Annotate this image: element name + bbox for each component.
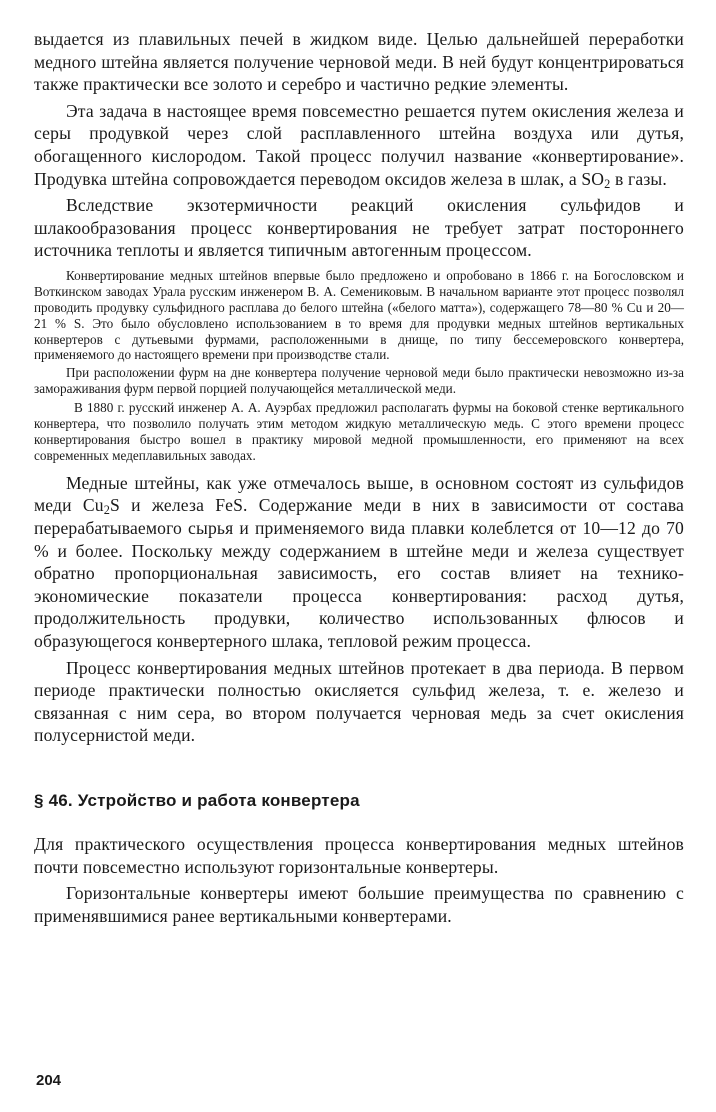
- paragraph-4-text: Медные штейны, как уже отмечалось выше, в основном состоят из сульфидов меди Cu: [34, 472, 684, 516]
- section-heading: § 46. Устройство и работа конвертера: [34, 790, 360, 810]
- paragraph-7: Горизонтальные конвертеры имеют большие преимущества по сравнению с применявшимися ранее вертикальными конвертерами.: [34, 883, 684, 926]
- paragraph-2-end: в газы.: [610, 168, 667, 189]
- paragraph-2-text: Эта задача в настоящее время повсеместно решается путем окисления железа и серы продувкой через слой расплавленного штейна воздуха или дутья, обогащенного кислородом. Такой процесс получил название «конвертирование». Продувка штейна сопровождается переводом оксидов железа в шлак, а SO: [34, 100, 684, 189]
- page-body: [34, 28, 684, 927]
- paragraph-4-end: S и железа FeS. Содержание меди в них в зависимости от состава перерабатываемого сырья и применяемого вида плавки колеблется от 10—12 до 70 % и более. Поскольку между содержанием в штейне меди и железа существует обратно пропорциональная зависимость, его состав влияет на технико-экономические показатели процесса конвертирования: расход дутья, продолжительность продувки, количество использованных флюсов и образующегося конвертерного шлака, тепловой режим процесса.: [34, 495, 684, 651]
- page-number: 204: [36, 1072, 62, 1089]
- paragraph-2: [34, 100, 684, 190]
- paragraph-1: выдается из плавильных печей в жидком виде. Целью дальнейшей переработки медного штейна является получение черновой меди. В ней будут концентрироваться также практически все золото и серебро и частично редкие элементы.: [34, 29, 684, 95]
- paragraph-4: [34, 472, 684, 653]
- paragraph-6: Для практического осуществления процесса конвертирования медных штейнов почти повсеместно используют горизонтальные конвертеры.: [34, 833, 684, 877]
- paragraph-3: Вследствие экзотермичности реакций окисления сульфидов и шлакообразования процесс конвертирования не требует затрат постороннего источника теплоты и является типичным автогенным процессом.: [34, 195, 684, 261]
- small-print-note-3: В 1880 г. русский инженер А. А. Ауэрбах предложил располагать фурмы на боковой стенке вертикального конвертера, что позволило получать этим методом жидкую металлическую медь. С этого времени процесс конвертирования быстро вошел в практику мировой медной промышленности, его применяют на всех современных медеплавильных заводах.: [34, 400, 684, 463]
- paragraph-2-subscript: 2: [604, 176, 611, 191]
- small-print-note-2: При расположении фурм на дне конвертера получение черновой меди было практически невозможно из-за замораживания фурм первой порцией получающейся металлической меди.: [34, 365, 684, 397]
- paragraph-5: Процесс конвертирования медных штейнов протекает в два периода. В первом периоде практически полностью окисляется сульфид железа, т. е. железо и связанная с ним сера, во втором получается черновая медь за счет окисления полусернистой меди.: [34, 657, 684, 746]
- paragraph-4-subscript: 2: [103, 503, 110, 518]
- small-print-note-1: Конвертирование медных штейнов впервые было предложено и опробовано в 1866 г. на Богословском и Воткинском заводах Урала русским инженером В. А. Семениковым. В начальном варианте этот процесс позволял проводить продувку сульфидного расплава до белого штейна («белого матта»), содержащего 78—80 % Cu и 20—21 % S. Это было обусловлено использованием в то время для продувки медных штейнов вертикальных конвертеров с дутьевыми фурмами, расположенными в днище, по типу бессемеровского конвертера, применяемого до настоящего времени при производстве стали.: [34, 267, 684, 363]
